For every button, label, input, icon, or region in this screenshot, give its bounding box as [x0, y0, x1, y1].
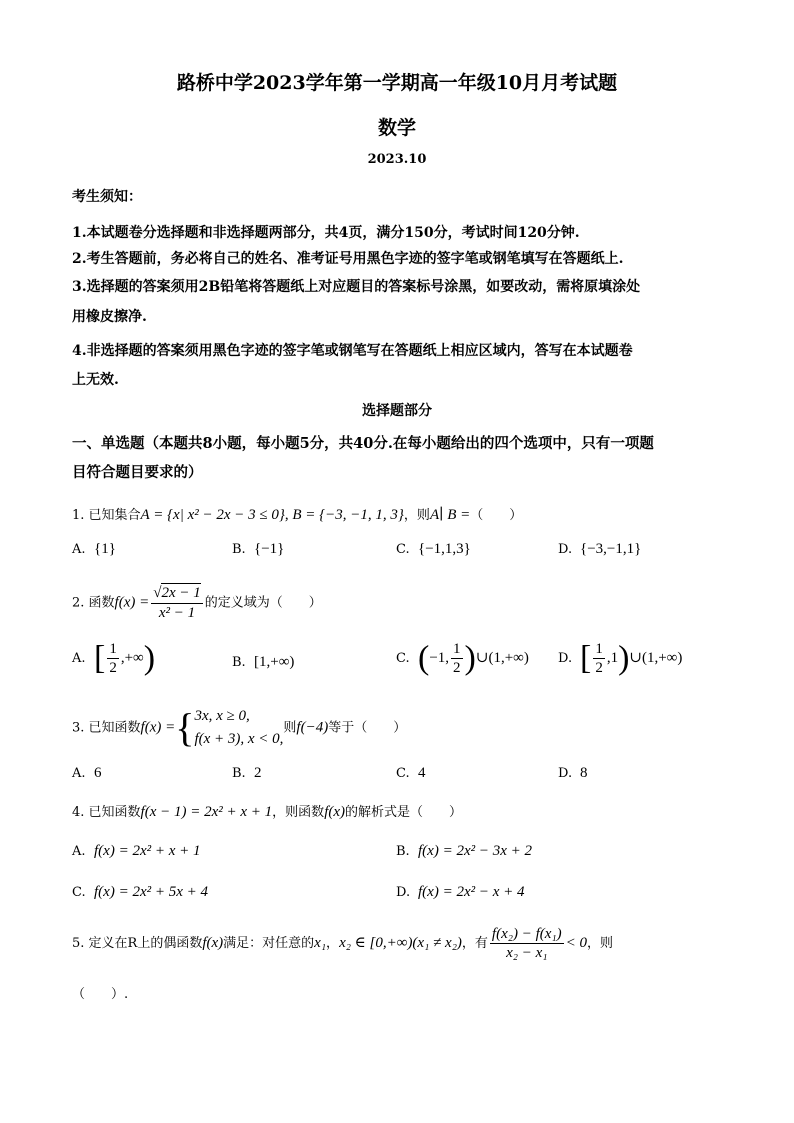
option-text: f(x) = 2x² + 5x + 4: [94, 884, 208, 900]
option-label: A.: [72, 542, 86, 557]
question-3: 3. 已知函数f(x) ={ 3x, x ≥ 0, f(x + 3), x < 0, 则f(−4)等于（ ）: [72, 705, 407, 750]
frac-den: 2: [595, 660, 603, 676]
option-text: f(x) = 2x² + x + 1: [94, 843, 201, 859]
frac-num: 1: [453, 641, 461, 657]
option-label: C.: [396, 766, 410, 781]
q4-option-a[interactable]: [72, 843, 201, 860]
q2-suffix: 的定义域为（ ）: [204, 595, 322, 611]
option-text: f(x) = 2x² − x + 4: [418, 884, 525, 900]
frac-num: 1: [109, 641, 117, 657]
option-text: [1,+∞): [254, 654, 295, 670]
option-label: B.: [232, 542, 246, 557]
q1-prefix: 1. 已知集合: [72, 508, 141, 523]
option-text: f(x) = 2x² − 3x + 2: [418, 843, 532, 859]
q5-mid2: ，: [326, 936, 340, 951]
q5-prefix: 5. 定义在R上的偶函数: [72, 936, 203, 951]
q1-option-d[interactable]: [558, 541, 641, 558]
q1-ask: ，则: [403, 508, 430, 523]
q5-mid3: ，有: [461, 936, 488, 951]
q1-option-a[interactable]: [72, 541, 116, 558]
section-instructions-1: 一、单选题（本题共8小题，每小题5分，共40分.在每小题给出的四个选项中，只有一项题: [72, 435, 654, 452]
q2-denominator: x² − 1: [158, 605, 196, 621]
q2-numerator: 2x − 1: [161, 585, 201, 601]
q3-prefix: 3. 已知函数: [72, 720, 141, 736]
q1-set-b: B = {−3, −1, 1, 3}: [292, 507, 404, 523]
q3-option-b[interactable]: [232, 765, 262, 782]
notice-item-4-cont: 上无效.: [72, 372, 119, 388]
q5-fraction: [490, 925, 564, 962]
option-tail: ∪(1,+∞): [475, 650, 529, 666]
q5-denominator: x₂ − x₁: [506, 945, 548, 961]
option-label: D.: [558, 542, 573, 557]
option-rest: ,1: [606, 650, 619, 666]
q5-fx: f(x): [202, 935, 224, 951]
q2-option-d[interactable]: D. [ $\frac{1}{2}$ ,1)∪(1,+∞): [558, 639, 683, 677]
q5-mid1: 满足：对任意的: [223, 936, 315, 951]
q1-option-b[interactable]: [232, 541, 284, 558]
option-label: A.: [72, 844, 86, 859]
q2-option-a[interactable]: A. [ $\frac{1}{2}$ ,+∞): [72, 639, 156, 677]
option-text: {1}: [94, 541, 116, 557]
notice-item-2: 2.考生答题前，务必将自己的姓名、准考证号用黑色字迹的签字笔或钢笔填写在答题纸上.: [72, 251, 624, 267]
frac-den: 2: [109, 660, 117, 676]
q4-given: f(x − 1) = 2x² + x + 1: [140, 804, 273, 820]
option-label: D.: [396, 885, 411, 900]
exam-title: 路桥中学2023学年第一学期高一年级10月月考试题: [176, 72, 618, 94]
option-text: 8: [580, 765, 588, 781]
option-label: D.: [558, 766, 573, 781]
question-1: [72, 504, 522, 524]
frac-num: 1: [595, 641, 603, 657]
q1-paren: （ ）: [470, 508, 523, 523]
option-text: 2: [254, 765, 262, 781]
option-label: A.: [72, 766, 86, 781]
option-label: A.: [72, 651, 86, 666]
option-text: 6: [94, 765, 102, 781]
q2-fx: f(x) =: [114, 594, 150, 611]
q4-mid: ，则函数: [272, 805, 325, 820]
exam-date: 2023.10: [367, 152, 427, 167]
exam-subject: 数学: [377, 117, 416, 139]
q3-case-2: f(x + 3), x < 0,: [194, 731, 284, 747]
option-label: C.: [396, 651, 410, 666]
option-lead: −1,: [429, 650, 450, 666]
q3-fx: f(x) =: [140, 719, 176, 736]
q5-condition: x₂ ∈ [0,+∞)(x₁ ≠ x₂): [339, 935, 462, 951]
q4-fx: f(x): [324, 804, 346, 820]
q4-prefix: 4. 已知函数: [72, 805, 141, 820]
option-label: B.: [232, 766, 246, 781]
q3-expr: f(−4): [296, 719, 329, 736]
q1-expr: A∣ B =: [429, 507, 471, 523]
option-rest: ,+∞: [120, 650, 144, 666]
q4-option-c[interactable]: [72, 884, 208, 901]
option-label: C.: [396, 542, 410, 557]
q4-option-b[interactable]: [396, 843, 532, 860]
option-tail: ∪(1,+∞): [629, 650, 683, 666]
q5-x1: x₁: [314, 935, 327, 951]
q2-option-c[interactable]: C. (−1, $\frac{1}{2}$ )∪(1,+∞): [396, 639, 529, 677]
q2-prefix: 2. 函数: [72, 595, 115, 611]
q3-suffix: 等于（ ）: [328, 720, 407, 736]
q1-sep: ,: [284, 507, 293, 523]
option-text: 4: [418, 765, 426, 781]
q5-answer-paren: （ ）.: [72, 987, 129, 1002]
notice-item-1: 1.本试题卷分选择题和非选择题两部分，共4页，满分150分，考试时间120分钟.: [72, 225, 580, 241]
q3-option-a[interactable]: [72, 765, 102, 782]
notice-item-4: 4.非选择题的答案须用黑色字迹的签字笔或钢笔写在答题纸上相应区域内，答写在本试题卷: [72, 343, 633, 359]
q5-inequality: < 0: [565, 935, 587, 951]
option-text: {−3,−1,1}: [580, 541, 642, 557]
q2-option-b[interactable]: [232, 654, 294, 671]
option-label: B.: [396, 844, 410, 859]
option-label: D.: [558, 651, 573, 666]
option-text: {−1,1,3}: [418, 541, 471, 557]
q4-suffix: 的解析式是（ ）: [345, 805, 463, 820]
q3-ask: 则: [283, 720, 297, 736]
q4-option-d[interactable]: [396, 884, 525, 901]
q1-set-a: A = {x| x² − 2x − 3 ≤ 0}: [140, 507, 285, 523]
section-title: 选择题部分: [362, 403, 432, 419]
question-2: [72, 584, 322, 622]
notice-item-3-cont: 用橡皮擦净.: [72, 309, 147, 325]
q3-option-d[interactable]: [558, 765, 588, 782]
frac-den: 2: [453, 660, 461, 676]
option-label: C.: [72, 885, 86, 900]
notice-heading: 考生须知：: [72, 189, 142, 205]
q3-option-c[interactable]: [396, 765, 426, 782]
question-5: [72, 925, 613, 962]
option-label: B.: [232, 655, 246, 670]
option-text: {−1}: [254, 541, 285, 557]
q1-option-c[interactable]: [396, 541, 471, 558]
q2-fraction: $\frac{√2x - 1}{\text{x² − 1}}$: [153, 585, 201, 621]
q5-suffix: ，则: [586, 936, 613, 951]
notice-item-3: 3.选择题的答案须用2B铅笔将答题纸上对应题目的答案标号涂黑，如要改动，需将原填涂处: [72, 279, 641, 295]
question-4: [72, 801, 462, 821]
q5-numerator: f(x₂) − f(x₁): [491, 926, 562, 942]
q3-case-1: 3x, x ≥ 0,: [194, 708, 250, 724]
section-instructions-2: 目符合题目要求的）: [72, 464, 203, 481]
